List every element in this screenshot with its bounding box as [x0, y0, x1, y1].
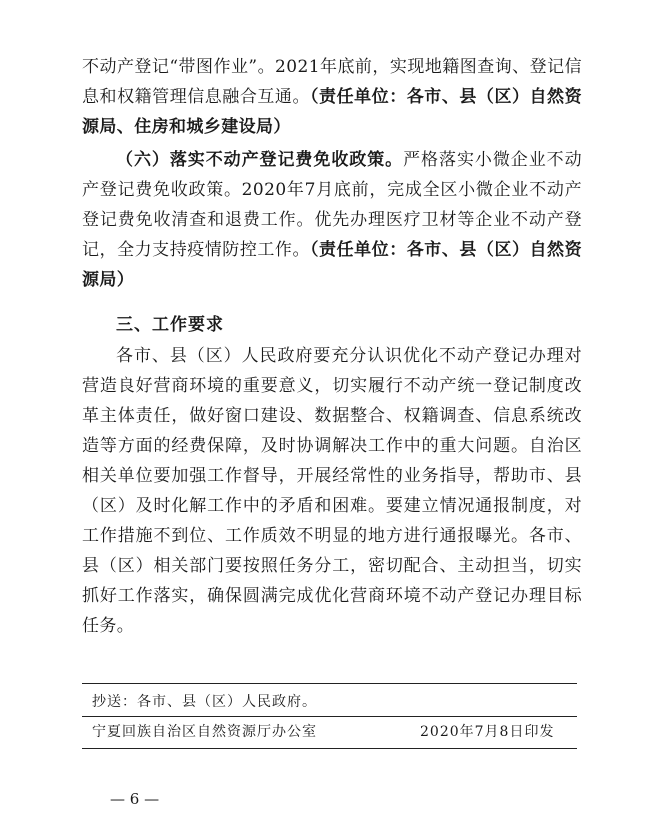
cc-line: 抄送：各市、县（区）人民政府。	[92, 694, 317, 710]
paragraph-text: 不动产登记“带图作业”。2021年底前，实现地籍图查询、登记信息和权籍管理信息融合互通。	[82, 57, 582, 107]
issue-date: 2020年7月8日印发	[420, 724, 555, 740]
subsection-title: （六）落实不动产登记费免收政策。	[116, 150, 404, 170]
section-heading: 三、工作要求	[116, 315, 224, 335]
paragraph-work-requirements: 各市、县（区）人民政府要充分认识优化不动产登记办理对营造良好营商环境的重要意义，切实履行不动产统一登记制度改革主体责任，做好窗口建设、数据整合、权籍调查、信息系统改造等方面的经费保障，及时协调解决工作中的重大问题。自治区相关单位要加强工作督导，开展经常性的业务指导，帮助市、县（区）及时化解工作中的矛盾和困难。要建立情况通报制度，对工作措施不到位、工作质效不明显的地方进行通报曝光。各市、县（区）相关部门要按照任务分工，密切配合、主动担当，切实抓好工作落实，确保圆满完成优化营商环境不动产登记办理目标任务。	[82, 346, 582, 636]
responsible-units: （责任单位：各市、县（区）自然资源局、住房和城乡建设局）	[82, 87, 582, 137]
paragraph-text: 严格落实小微企业不动产登记费免收政策。2020年7月底前，完成全区小微企业不动产登记费免收清查和退费工作。优先办理医疗卫材等企业不动产登记，全力支持疫情防控工作。	[82, 150, 583, 260]
paragraph-fee-exemption	[82, 145, 582, 295]
responsible-units: （责任单位：各市、县（区）自然资源局）	[82, 240, 582, 290]
footer-middle-rule	[82, 716, 577, 717]
paragraph-land-registry-map	[82, 52, 582, 142]
page-number: — 6 —	[110, 790, 160, 808]
issuer-name: 宁夏回族自治区自然资源厅办公室	[92, 724, 317, 740]
footer-bottom-rule	[82, 748, 577, 749]
footer-top-rule	[82, 683, 577, 684]
